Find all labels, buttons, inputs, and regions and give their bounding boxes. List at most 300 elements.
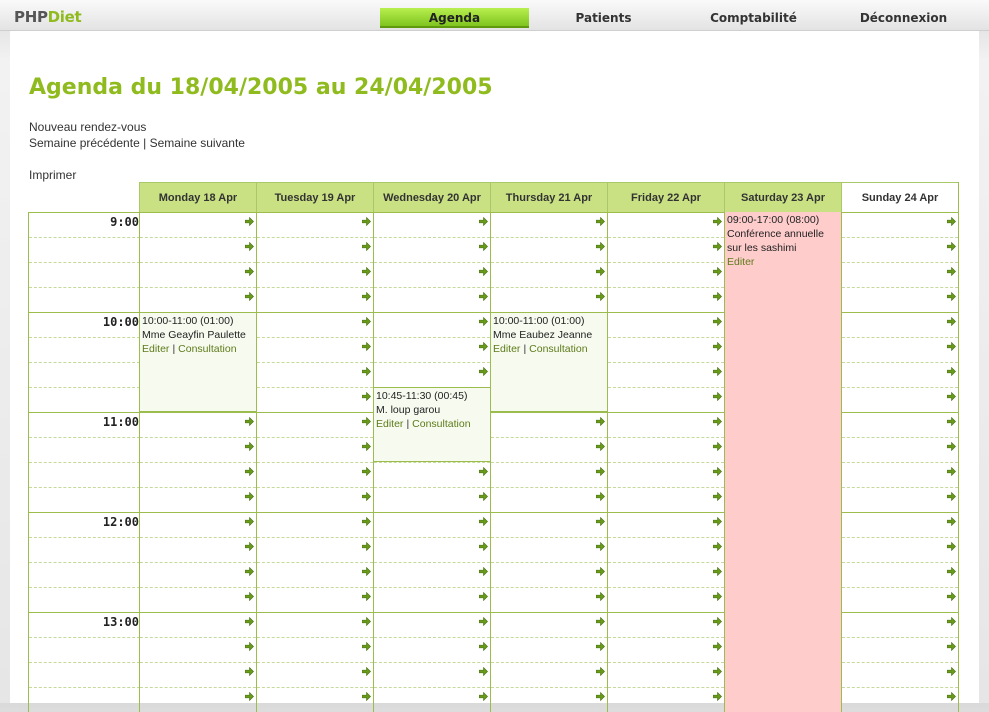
add-arrow-icon[interactable] bbox=[479, 317, 488, 326]
time-slot bbox=[608, 662, 724, 687]
time-slot bbox=[29, 237, 140, 262]
add-arrow-icon[interactable] bbox=[362, 692, 371, 701]
appointment bbox=[374, 387, 490, 462]
week-nav-separator: | bbox=[143, 136, 147, 150]
add-arrow-icon[interactable] bbox=[947, 667, 956, 676]
time-slot bbox=[608, 362, 724, 387]
nav-deconnexion[interactable]: Déconnexion bbox=[859, 11, 948, 25]
time-slot bbox=[29, 612, 140, 637]
time-slot bbox=[29, 687, 140, 712]
appointment-time: 10:00-11:00 (01:00) bbox=[493, 315, 585, 327]
edit-link[interactable]: Editer bbox=[376, 418, 404, 430]
time-slot bbox=[374, 587, 490, 612]
time-slot bbox=[374, 287, 490, 312]
time-slot bbox=[29, 487, 140, 512]
add-arrow-icon[interactable] bbox=[362, 642, 371, 651]
add-arrow-icon[interactable] bbox=[947, 692, 956, 701]
day-header: Thursday 21 Apr bbox=[490, 182, 608, 212]
time-slot bbox=[842, 612, 958, 637]
time-slot bbox=[842, 337, 958, 362]
time-slot bbox=[29, 437, 140, 462]
main-content bbox=[10, 31, 979, 703]
time-slot bbox=[374, 512, 490, 537]
add-arrow-icon[interactable] bbox=[479, 267, 488, 276]
time-slot bbox=[29, 262, 140, 287]
add-arrow-icon[interactable] bbox=[947, 467, 956, 476]
add-arrow-icon[interactable] bbox=[479, 542, 488, 551]
add-arrow-icon[interactable] bbox=[245, 217, 254, 226]
time-slot bbox=[491, 562, 607, 587]
new-appointment-link[interactable]: Nouveau rendez-vous bbox=[29, 120, 147, 134]
time-slot bbox=[842, 587, 958, 612]
top-bar bbox=[0, 0, 989, 31]
add-arrow-icon[interactable] bbox=[713, 617, 722, 626]
hour-label: 13:00 bbox=[102, 615, 139, 629]
add-arrow-icon[interactable] bbox=[596, 642, 605, 651]
app-logo: PHPDiet bbox=[14, 8, 82, 26]
add-arrow-icon[interactable] bbox=[947, 242, 956, 251]
time-slot bbox=[29, 462, 140, 487]
time-slot bbox=[608, 287, 724, 312]
day-column bbox=[256, 212, 373, 712]
time-slot bbox=[842, 287, 958, 312]
appointment-actions bbox=[376, 417, 488, 431]
edit-link[interactable]: Editer bbox=[142, 343, 170, 355]
add-arrow-icon[interactable] bbox=[947, 367, 956, 376]
add-arrow-icon[interactable] bbox=[596, 217, 605, 226]
add-arrow-icon[interactable] bbox=[245, 592, 254, 601]
add-arrow-icon[interactable] bbox=[596, 267, 605, 276]
time-slot bbox=[608, 212, 724, 237]
add-arrow-icon[interactable] bbox=[479, 642, 488, 651]
time-slot bbox=[608, 312, 724, 337]
consultation-link[interactable]: Consultation bbox=[412, 418, 471, 430]
time-slot bbox=[842, 362, 958, 387]
add-arrow-icon[interactable] bbox=[245, 517, 254, 526]
day-header: Friday 22 Apr bbox=[607, 182, 725, 212]
time-slot bbox=[140, 487, 256, 512]
time-slot bbox=[842, 462, 958, 487]
time-slot bbox=[491, 687, 607, 712]
add-arrow-icon[interactable] bbox=[596, 442, 605, 451]
time-slot bbox=[140, 437, 256, 462]
time-slot bbox=[374, 312, 490, 337]
time-slot bbox=[257, 487, 373, 512]
add-arrow-icon[interactable] bbox=[596, 517, 605, 526]
time-slot bbox=[491, 437, 607, 462]
time-slot bbox=[842, 237, 958, 262]
time-slot bbox=[842, 212, 958, 237]
time-slot bbox=[608, 587, 724, 612]
add-arrow-icon[interactable] bbox=[479, 667, 488, 676]
day-column bbox=[490, 212, 607, 712]
time-slot bbox=[140, 537, 256, 562]
add-arrow-icon[interactable] bbox=[362, 367, 371, 376]
time-slot bbox=[491, 412, 607, 437]
add-arrow-icon[interactable] bbox=[713, 692, 722, 701]
time-slot bbox=[374, 462, 490, 487]
time-slot bbox=[29, 587, 140, 612]
nav-patients[interactable]: Patients bbox=[575, 11, 632, 25]
time-slot bbox=[257, 412, 373, 437]
time-slot bbox=[29, 387, 140, 412]
appointment-patient: Mme Geayfin Paulette bbox=[142, 329, 246, 341]
time-slot bbox=[491, 587, 607, 612]
time-slot bbox=[374, 562, 490, 587]
time-slot bbox=[29, 662, 140, 687]
event-title: Conférence annuelle sur les sashimi bbox=[727, 228, 824, 254]
add-arrow-icon[interactable] bbox=[713, 592, 722, 601]
time-slot bbox=[608, 387, 724, 412]
add-arrow-icon[interactable] bbox=[362, 442, 371, 451]
time-slot bbox=[257, 387, 373, 412]
add-arrow-icon[interactable] bbox=[245, 442, 254, 451]
add-arrow-icon[interactable] bbox=[362, 392, 371, 401]
hour-label: 12:00 bbox=[102, 515, 139, 529]
add-arrow-icon[interactable] bbox=[713, 642, 722, 651]
day-column bbox=[607, 212, 724, 712]
time-slot bbox=[257, 612, 373, 637]
add-arrow-icon[interactable] bbox=[947, 267, 956, 276]
time-slot bbox=[29, 337, 140, 362]
add-arrow-icon[interactable] bbox=[245, 567, 254, 576]
time-slot bbox=[140, 587, 256, 612]
add-arrow-icon[interactable] bbox=[362, 592, 371, 601]
time-slot bbox=[257, 587, 373, 612]
time-slot bbox=[608, 412, 724, 437]
add-arrow-icon[interactable] bbox=[713, 317, 722, 326]
time-slot bbox=[140, 612, 256, 637]
time-slot bbox=[257, 312, 373, 337]
time-slot bbox=[29, 537, 140, 562]
add-arrow-icon[interactable] bbox=[362, 492, 371, 501]
add-arrow-icon[interactable] bbox=[596, 617, 605, 626]
add-arrow-icon[interactable] bbox=[245, 492, 254, 501]
appointment-patient: M. loup garou bbox=[376, 404, 441, 416]
time-slot bbox=[374, 612, 490, 637]
appointment-time: 10:45-11:30 (00:45) bbox=[376, 390, 468, 402]
time-slot bbox=[29, 637, 140, 662]
time-slot bbox=[491, 462, 607, 487]
time-slot bbox=[608, 237, 724, 262]
add-arrow-icon[interactable] bbox=[947, 317, 956, 326]
time-slot bbox=[608, 512, 724, 537]
appointment bbox=[491, 312, 607, 412]
day-header: Tuesday 19 Apr bbox=[256, 182, 374, 212]
add-arrow-icon[interactable] bbox=[713, 567, 722, 576]
add-arrow-icon[interactable] bbox=[596, 417, 605, 426]
add-arrow-icon[interactable] bbox=[245, 467, 254, 476]
add-arrow-icon[interactable] bbox=[947, 292, 956, 301]
time-slot bbox=[374, 687, 490, 712]
event-time: 09:00-17:00 (08:00) bbox=[727, 214, 820, 226]
time-slot bbox=[257, 262, 373, 287]
add-arrow-icon[interactable] bbox=[947, 217, 956, 226]
time-slot bbox=[257, 537, 373, 562]
add-arrow-icon[interactable] bbox=[596, 467, 605, 476]
add-arrow-icon[interactable] bbox=[596, 542, 605, 551]
add-arrow-icon[interactable] bbox=[947, 442, 956, 451]
time-slot bbox=[491, 212, 607, 237]
add-arrow-icon[interactable] bbox=[947, 342, 956, 351]
time-slot bbox=[608, 637, 724, 662]
time-slot bbox=[257, 462, 373, 487]
time-column bbox=[28, 212, 140, 712]
day-column bbox=[373, 212, 490, 712]
appointment bbox=[140, 312, 256, 412]
add-arrow-icon[interactable] bbox=[947, 417, 956, 426]
time-slot bbox=[842, 662, 958, 687]
time-slot bbox=[257, 237, 373, 262]
new-appointment-row bbox=[29, 120, 146, 134]
day-header: Saturday 23 Apr bbox=[724, 182, 842, 212]
time-slot bbox=[257, 687, 373, 712]
add-arrow-icon[interactable] bbox=[245, 692, 254, 701]
time-slot bbox=[608, 262, 724, 287]
nav-agenda[interactable]: Agenda bbox=[380, 8, 529, 28]
time-slot bbox=[140, 512, 256, 537]
add-arrow-icon[interactable] bbox=[713, 392, 722, 401]
add-arrow-icon[interactable] bbox=[362, 417, 371, 426]
time-slot bbox=[842, 387, 958, 412]
time-slot bbox=[608, 687, 724, 712]
action-separator: | bbox=[523, 343, 527, 355]
time-slot bbox=[491, 262, 607, 287]
add-arrow-icon[interactable] bbox=[713, 517, 722, 526]
time-slot bbox=[140, 662, 256, 687]
time-slot bbox=[29, 212, 140, 237]
day-column bbox=[724, 212, 841, 712]
time-slot bbox=[491, 287, 607, 312]
add-arrow-icon[interactable] bbox=[479, 692, 488, 701]
add-arrow-icon[interactable] bbox=[479, 217, 488, 226]
time-slot bbox=[491, 537, 607, 562]
add-arrow-icon[interactable] bbox=[713, 267, 722, 276]
add-arrow-icon[interactable] bbox=[713, 217, 722, 226]
print-link[interactable]: Imprimer bbox=[29, 168, 77, 182]
time-slot bbox=[257, 637, 373, 662]
add-arrow-icon[interactable] bbox=[362, 217, 371, 226]
add-arrow-icon[interactable] bbox=[713, 342, 722, 351]
time-slot bbox=[374, 262, 490, 287]
add-arrow-icon[interactable] bbox=[245, 292, 254, 301]
add-arrow-icon[interactable] bbox=[947, 392, 956, 401]
add-arrow-icon[interactable] bbox=[479, 617, 488, 626]
day-header: Sunday 24 Apr bbox=[841, 182, 959, 212]
appointment-actions bbox=[493, 342, 605, 356]
time-slot bbox=[491, 662, 607, 687]
add-arrow-icon[interactable] bbox=[713, 667, 722, 676]
appointment-patient: Mme Eaubez Jeanne bbox=[493, 329, 593, 341]
time-slot bbox=[140, 462, 256, 487]
appointment-actions bbox=[142, 342, 254, 356]
time-slot bbox=[608, 487, 724, 512]
add-arrow-icon[interactable] bbox=[713, 242, 722, 251]
add-arrow-icon[interactable] bbox=[479, 467, 488, 476]
add-arrow-icon[interactable] bbox=[362, 267, 371, 276]
time-slot bbox=[140, 237, 256, 262]
add-arrow-icon[interactable] bbox=[479, 592, 488, 601]
hour-label: 9:00 bbox=[110, 215, 139, 229]
time-slot bbox=[374, 637, 490, 662]
time-slot bbox=[842, 487, 958, 512]
edit-link[interactable]: Editer bbox=[493, 343, 521, 355]
add-arrow-icon[interactable] bbox=[479, 367, 488, 376]
time-slot bbox=[842, 687, 958, 712]
time-slot bbox=[257, 287, 373, 312]
time-slot bbox=[257, 437, 373, 462]
add-arrow-icon[interactable] bbox=[362, 242, 371, 251]
time-slot bbox=[257, 662, 373, 687]
time-slot bbox=[374, 537, 490, 562]
allday-event bbox=[725, 212, 841, 712]
time-slot bbox=[491, 612, 607, 637]
consultation-link[interactable]: Consultation bbox=[178, 343, 237, 355]
add-arrow-icon[interactable] bbox=[362, 617, 371, 626]
time-slot bbox=[257, 337, 373, 362]
add-arrow-icon[interactable] bbox=[713, 292, 722, 301]
time-slot bbox=[374, 487, 490, 512]
add-arrow-icon[interactable] bbox=[362, 567, 371, 576]
time-slot bbox=[29, 312, 140, 337]
time-slot bbox=[608, 337, 724, 362]
time-slot bbox=[608, 612, 724, 637]
time-slot bbox=[842, 637, 958, 662]
add-arrow-icon[interactable] bbox=[245, 667, 254, 676]
time-slot bbox=[29, 512, 140, 537]
time-slot bbox=[491, 637, 607, 662]
time-slot bbox=[140, 262, 256, 287]
add-arrow-icon[interactable] bbox=[479, 567, 488, 576]
day-header: Wednesday 20 Apr bbox=[373, 182, 491, 212]
time-slot bbox=[842, 512, 958, 537]
time-slot bbox=[140, 637, 256, 662]
add-arrow-icon[interactable] bbox=[947, 642, 956, 651]
add-arrow-icon[interactable] bbox=[245, 642, 254, 651]
action-separator: | bbox=[406, 418, 410, 430]
add-arrow-icon[interactable] bbox=[245, 542, 254, 551]
add-arrow-icon[interactable] bbox=[713, 467, 722, 476]
time-slot bbox=[491, 487, 607, 512]
time-slot bbox=[608, 462, 724, 487]
day-column bbox=[841, 212, 958, 712]
add-arrow-icon[interactable] bbox=[596, 592, 605, 601]
add-arrow-icon[interactable] bbox=[596, 292, 605, 301]
time-slot bbox=[374, 212, 490, 237]
add-arrow-icon[interactable] bbox=[713, 542, 722, 551]
add-arrow-icon[interactable] bbox=[713, 492, 722, 501]
add-arrow-icon[interactable] bbox=[713, 417, 722, 426]
time-slot bbox=[842, 437, 958, 462]
print-row bbox=[29, 168, 76, 182]
time-slot bbox=[29, 412, 140, 437]
nav-comptabilite[interactable]: Comptabilité bbox=[710, 11, 797, 25]
add-arrow-icon[interactable] bbox=[362, 467, 371, 476]
next-week-link[interactable]: Semaine suivante bbox=[149, 136, 245, 150]
add-arrow-icon[interactable] bbox=[713, 367, 722, 376]
time-slot bbox=[257, 362, 373, 387]
consultation-link[interactable]: Consultation bbox=[529, 343, 588, 355]
time-slot bbox=[140, 562, 256, 587]
add-arrow-icon[interactable] bbox=[245, 267, 254, 276]
add-arrow-icon[interactable] bbox=[362, 542, 371, 551]
time-slot bbox=[29, 562, 140, 587]
add-arrow-icon[interactable] bbox=[479, 517, 488, 526]
add-arrow-icon[interactable] bbox=[245, 617, 254, 626]
time-slot bbox=[842, 562, 958, 587]
prev-week-link[interactable]: Semaine précédente bbox=[29, 136, 140, 150]
time-slot bbox=[257, 562, 373, 587]
add-arrow-icon[interactable] bbox=[596, 242, 605, 251]
time-slot bbox=[140, 412, 256, 437]
grid-right-border bbox=[958, 182, 959, 712]
add-arrow-icon[interactable] bbox=[245, 242, 254, 251]
add-arrow-icon[interactable] bbox=[362, 292, 371, 301]
day-column bbox=[139, 212, 256, 712]
time-slot bbox=[374, 662, 490, 687]
add-arrow-icon[interactable] bbox=[596, 567, 605, 576]
add-arrow-icon[interactable] bbox=[947, 567, 956, 576]
time-slot bbox=[608, 537, 724, 562]
time-slot bbox=[140, 687, 256, 712]
hour-label: 10:00 bbox=[102, 315, 139, 329]
time-slot bbox=[374, 362, 490, 387]
time-slot bbox=[140, 212, 256, 237]
add-arrow-icon[interactable] bbox=[947, 542, 956, 551]
add-arrow-icon[interactable] bbox=[947, 592, 956, 601]
time-slot bbox=[608, 562, 724, 587]
page-title: Agenda du 18/04/2005 au 24/04/2005 bbox=[29, 75, 493, 100]
add-arrow-icon[interactable] bbox=[713, 442, 722, 451]
add-arrow-icon[interactable] bbox=[596, 692, 605, 701]
add-arrow-icon[interactable] bbox=[596, 667, 605, 676]
time-slot bbox=[257, 512, 373, 537]
time-slot bbox=[842, 537, 958, 562]
add-arrow-icon[interactable] bbox=[362, 517, 371, 526]
time-slot bbox=[842, 262, 958, 287]
week-nav bbox=[29, 136, 245, 150]
add-arrow-icon[interactable] bbox=[362, 317, 371, 326]
day-header: Monday 18 Apr bbox=[139, 182, 257, 212]
time-slot bbox=[491, 512, 607, 537]
action-separator: | bbox=[172, 343, 176, 355]
add-arrow-icon[interactable] bbox=[245, 417, 254, 426]
add-arrow-icon[interactable] bbox=[947, 517, 956, 526]
edit-link[interactable]: Editer bbox=[727, 256, 755, 268]
time-slot bbox=[608, 437, 724, 462]
time-slot bbox=[491, 237, 607, 262]
time-slot bbox=[842, 412, 958, 437]
time-slot bbox=[29, 362, 140, 387]
add-arrow-icon[interactable] bbox=[947, 617, 956, 626]
add-arrow-icon[interactable] bbox=[362, 667, 371, 676]
add-arrow-icon[interactable] bbox=[479, 342, 488, 351]
add-arrow-icon[interactable] bbox=[596, 492, 605, 501]
hour-label: 11:00 bbox=[102, 415, 139, 429]
time-slot bbox=[29, 287, 140, 312]
appointment-time: 10:00-11:00 (01:00) bbox=[142, 315, 234, 327]
time-slot bbox=[842, 312, 958, 337]
add-arrow-icon[interactable] bbox=[479, 492, 488, 501]
time-slot bbox=[374, 337, 490, 362]
add-arrow-icon[interactable] bbox=[479, 242, 488, 251]
add-arrow-icon[interactable] bbox=[947, 492, 956, 501]
add-arrow-icon[interactable] bbox=[479, 292, 488, 301]
time-slot bbox=[374, 237, 490, 262]
add-arrow-icon[interactable] bbox=[362, 342, 371, 351]
time-slot bbox=[257, 212, 373, 237]
time-slot bbox=[140, 287, 256, 312]
